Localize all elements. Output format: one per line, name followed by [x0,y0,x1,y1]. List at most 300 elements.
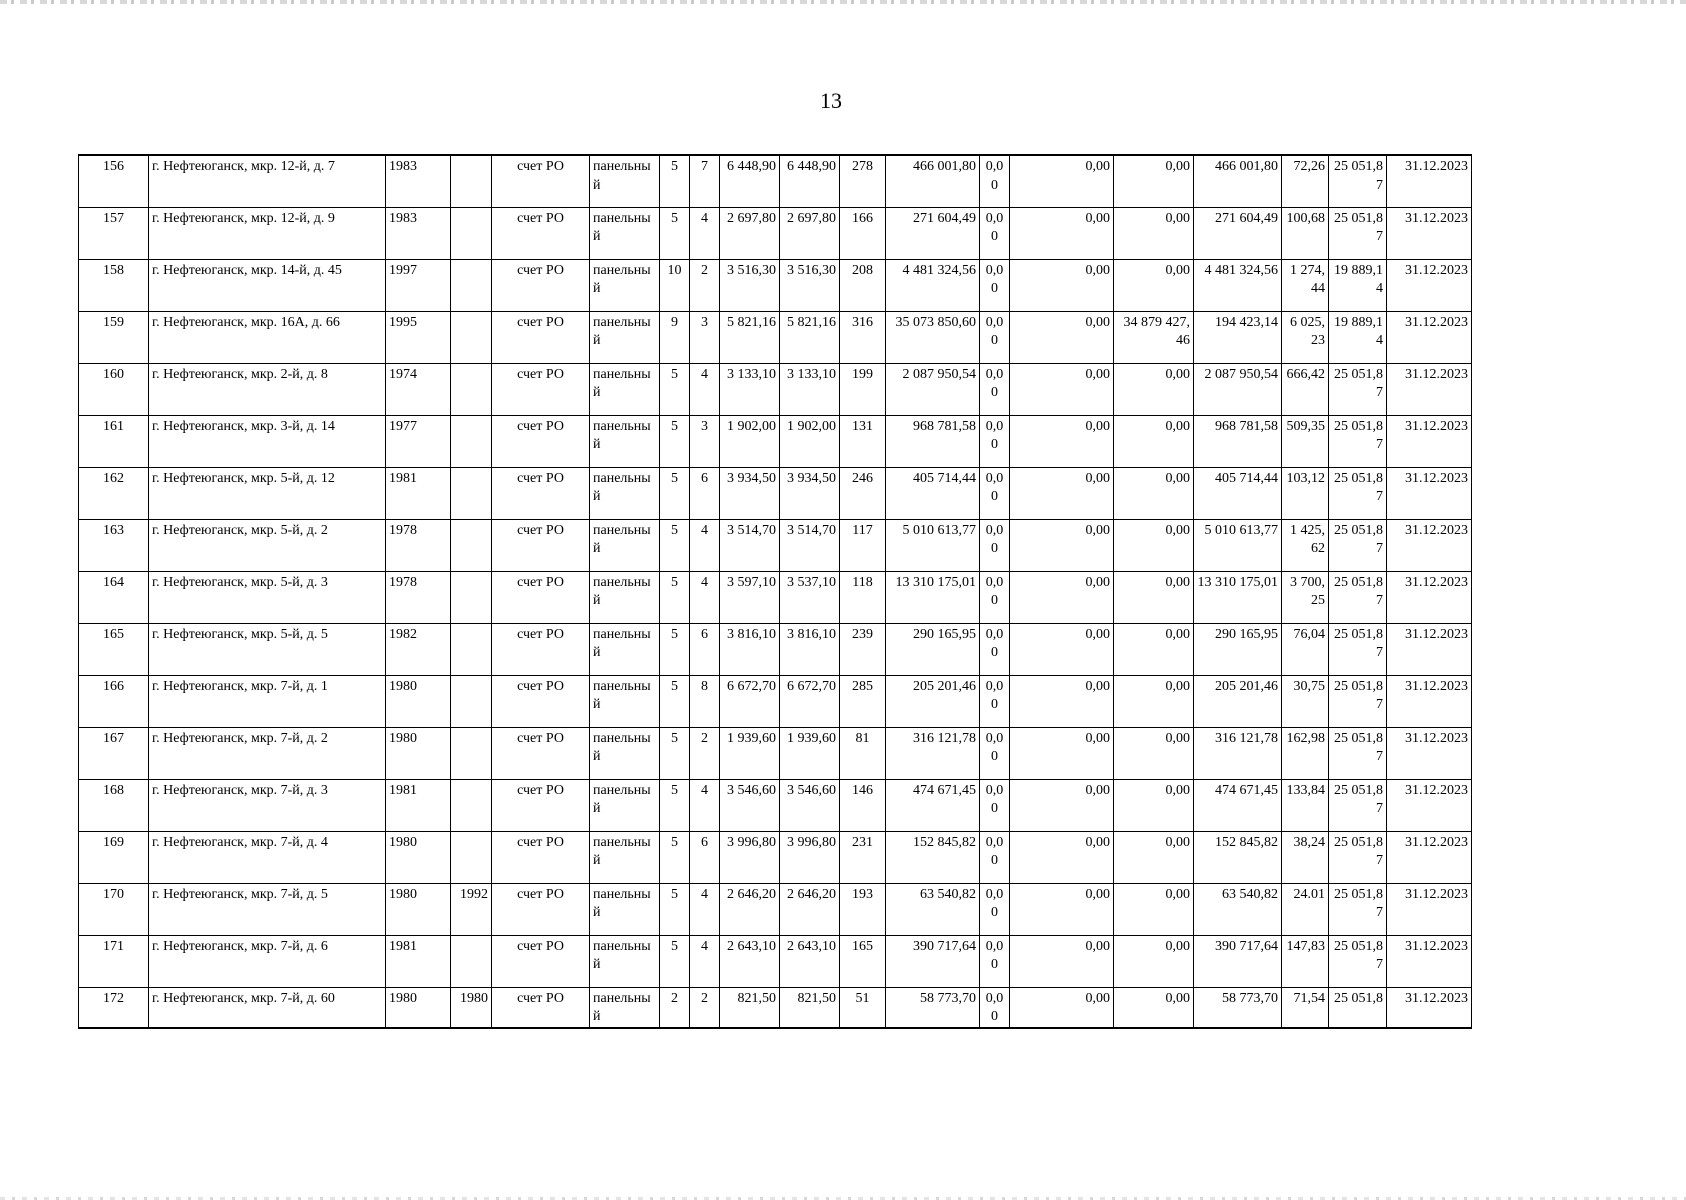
total-area-cell: 5 821,16 [720,311,780,363]
account-type-cell: счет РО [492,675,590,727]
budget-a-cost-cell: 0,00 [1010,727,1114,779]
entrances-cell: 3 [690,415,720,467]
total-area-cell: 3 133,10 [720,363,780,415]
total-cost-cell: 405 714,44 [886,467,980,519]
total-area-cell: 3 514,70 [720,519,780,571]
year-built-cell: 1981 [386,779,451,831]
deadline-cell: 31.12.2023 [1387,935,1472,987]
floors-cell: 5 [660,207,690,259]
budget-b-cost-cell: 0,00 [1114,571,1194,623]
owners-cost-cell: 405 714,44 [1194,467,1282,519]
budget-a-cost-cell: 0,00 [1010,779,1114,831]
limit-cost-cell: 25 051,87 [1329,779,1387,831]
year-built-cell: 1995 [386,311,451,363]
wall-material-cell: панельный [590,259,660,311]
budget-b-cost-cell: 0,00 [1114,363,1194,415]
owners-cost-cell: 474 671,45 [1194,779,1282,831]
wall-material-cell: панельный [590,779,660,831]
address-cell: г. Нефтеюганск, мкр. 5-й, д. 3 [149,571,386,623]
wall-material-cell: панельный [590,883,660,935]
address-cell: г. Нефтеюганск, мкр. 12-й, д. 7 [149,155,386,207]
floors-cell: 5 [660,779,690,831]
living-area-cell: 2 643,10 [780,935,840,987]
living-area-cell: 2 646,20 [780,883,840,935]
account-type-cell: счет РО [492,987,590,1028]
year-renovation-cell [451,207,492,259]
fund-cost-cell: 0,00 [980,779,1010,831]
floors-cell: 5 [660,727,690,779]
address-cell: г. Нефтеюганск, мкр. 5-й, д. 12 [149,467,386,519]
residents-cell: 208 [840,259,886,311]
deadline-cell: 31.12.2023 [1387,987,1472,1028]
fund-cost-cell: 0,00 [980,363,1010,415]
living-area-cell: 3 996,80 [780,831,840,883]
limit-cost-cell: 25 051,8 [1329,987,1387,1028]
account-type-cell: счет РО [492,935,590,987]
fund-cost-cell: 0,00 [980,675,1010,727]
residents-cell: 285 [840,675,886,727]
total-area-cell: 3 546,60 [720,779,780,831]
budget-a-cost-cell: 0,00 [1010,883,1114,935]
entrances-cell: 8 [690,675,720,727]
limit-cost-cell: 25 051,87 [1329,207,1387,259]
wall-material-cell: панельный [590,987,660,1028]
row-number-cell: 160 [79,363,149,415]
row-number-cell: 164 [79,571,149,623]
living-area-cell: 6 448,90 [780,155,840,207]
limit-cost-cell: 25 051,87 [1329,675,1387,727]
wall-material-cell: панельный [590,415,660,467]
floors-cell: 9 [660,311,690,363]
residents-cell: 246 [840,467,886,519]
deadline-cell: 31.12.2023 [1387,155,1472,207]
year-renovation-cell [451,311,492,363]
budget-b-cost-cell: 0,00 [1114,779,1194,831]
address-cell: г. Нефтеюганск, мкр. 7-й, д. 4 [149,831,386,883]
wall-material-cell: панельный [590,571,660,623]
address-cell: г. Нефтеюганск, мкр. 7-й, д. 6 [149,935,386,987]
owners-cost-cell: 2 087 950,54 [1194,363,1282,415]
specific-cost-cell: 666,42 [1282,363,1329,415]
deadline-cell: 31.12.2023 [1387,831,1472,883]
table-row [79,623,1472,675]
total-cost-cell: 271 604,49 [886,207,980,259]
living-area-cell: 3 514,70 [780,519,840,571]
residents-cell: 231 [840,831,886,883]
budget-a-cost-cell: 0,00 [1010,155,1114,207]
floors-cell: 5 [660,623,690,675]
row-number-cell: 158 [79,259,149,311]
table-row [79,883,1472,935]
address-cell: г. Нефтеюганск, мкр. 12-й, д. 9 [149,207,386,259]
deadline-cell: 31.12.2023 [1387,363,1472,415]
budget-a-cost-cell: 0,00 [1010,675,1114,727]
deadline-cell: 31.12.2023 [1387,883,1472,935]
table-row [79,467,1472,519]
floors-cell: 5 [660,675,690,727]
total-area-cell: 6 448,90 [720,155,780,207]
fund-cost-cell: 0,00 [980,987,1010,1028]
budget-b-cost-cell: 0,00 [1114,675,1194,727]
entrances-cell: 2 [690,727,720,779]
table-row [79,259,1472,311]
year-built-cell: 1983 [386,155,451,207]
budget-a-cost-cell: 0,00 [1010,415,1114,467]
row-number-cell: 156 [79,155,149,207]
table-row [79,779,1472,831]
budget-b-cost-cell: 0,00 [1114,415,1194,467]
total-area-cell: 2 643,10 [720,935,780,987]
address-cell: г. Нефтеюганск, мкр. 7-й, д. 60 [149,987,386,1028]
budget-a-cost-cell: 0,00 [1010,259,1114,311]
year-renovation-cell [451,935,492,987]
total-area-cell: 2 646,20 [720,883,780,935]
row-number-cell: 167 [79,727,149,779]
address-cell: г. Нефтеюганск, мкр. 14-й, д. 45 [149,259,386,311]
row-number-cell: 172 [79,987,149,1028]
entrances-cell: 2 [690,259,720,311]
deadline-cell: 31.12.2023 [1387,519,1472,571]
year-renovation-cell [451,623,492,675]
residents-cell: 117 [840,519,886,571]
living-area-cell: 3 934,50 [780,467,840,519]
limit-cost-cell: 25 051,87 [1329,831,1387,883]
total-area-cell: 821,50 [720,987,780,1028]
budget-a-cost-cell: 0,00 [1010,623,1114,675]
row-number-cell: 159 [79,311,149,363]
entrances-cell: 4 [690,571,720,623]
floors-cell: 2 [660,987,690,1028]
year-built-cell: 1981 [386,935,451,987]
year-renovation-cell [451,259,492,311]
living-area-cell: 3 133,10 [780,363,840,415]
year-renovation-cell [451,571,492,623]
budget-a-cost-cell: 0,00 [1010,311,1114,363]
limit-cost-cell: 25 051,87 [1329,935,1387,987]
total-area-cell: 1 902,00 [720,415,780,467]
year-built-cell: 1974 [386,363,451,415]
address-cell: г. Нефтеюганск, мкр. 5-й, д. 2 [149,519,386,571]
deadline-cell: 31.12.2023 [1387,311,1472,363]
specific-cost-cell: 103,12 [1282,467,1329,519]
owners-cost-cell: 271 604,49 [1194,207,1282,259]
fund-cost-cell: 0,00 [980,571,1010,623]
limit-cost-cell: 25 051,87 [1329,883,1387,935]
entrances-cell: 4 [690,207,720,259]
fund-cost-cell: 0,00 [980,467,1010,519]
budget-a-cost-cell: 0,00 [1010,935,1114,987]
total-area-cell: 3 934,50 [720,467,780,519]
limit-cost-cell: 25 051,87 [1329,727,1387,779]
account-type-cell: счет РО [492,467,590,519]
living-area-cell: 3 546,60 [780,779,840,831]
fund-cost-cell: 0,00 [980,207,1010,259]
entrances-cell: 3 [690,311,720,363]
total-area-cell: 3 996,80 [720,831,780,883]
deadline-cell: 31.12.2023 [1387,779,1472,831]
owners-cost-cell: 4 481 324,56 [1194,259,1282,311]
wall-material-cell: панельный [590,675,660,727]
total-cost-cell: 152 845,82 [886,831,980,883]
limit-cost-cell: 25 051,87 [1329,155,1387,207]
row-number-cell: 166 [79,675,149,727]
year-renovation-cell [451,519,492,571]
row-number-cell: 169 [79,831,149,883]
total-cost-cell: 316 121,78 [886,727,980,779]
budget-b-cost-cell: 0,00 [1114,935,1194,987]
entrances-cell: 6 [690,831,720,883]
limit-cost-cell: 25 051,87 [1329,571,1387,623]
floors-cell: 5 [660,519,690,571]
table-row [79,727,1472,779]
budget-b-cost-cell: 0,00 [1114,883,1194,935]
budget-b-cost-cell: 0,00 [1114,207,1194,259]
year-renovation-cell: 1992 [451,883,492,935]
year-built-cell: 1980 [386,987,451,1028]
budget-b-cost-cell: 0,00 [1114,831,1194,883]
year-built-cell: 1980 [386,727,451,779]
specific-cost-cell: 76,04 [1282,623,1329,675]
limit-cost-cell: 25 051,87 [1329,519,1387,571]
owners-cost-cell: 205 201,46 [1194,675,1282,727]
specific-cost-cell: 24.01 [1282,883,1329,935]
address-cell: г. Нефтеюганск, мкр. 3-й, д. 14 [149,415,386,467]
living-area-cell: 1 939,60 [780,727,840,779]
living-area-cell: 5 821,16 [780,311,840,363]
year-renovation-cell [451,727,492,779]
row-number-cell: 157 [79,207,149,259]
year-built-cell: 1982 [386,623,451,675]
owners-cost-cell: 968 781,58 [1194,415,1282,467]
address-cell: г. Нефтеюганск, мкр. 7-й, д. 1 [149,675,386,727]
fund-cost-cell: 0,00 [980,935,1010,987]
living-area-cell: 6 672,70 [780,675,840,727]
year-built-cell: 1978 [386,519,451,571]
year-renovation-cell [451,363,492,415]
entrances-cell: 2 [690,987,720,1028]
year-renovation-cell [451,779,492,831]
residents-cell: 131 [840,415,886,467]
total-cost-cell: 968 781,58 [886,415,980,467]
row-number-cell: 162 [79,467,149,519]
floors-cell: 5 [660,415,690,467]
table-body [79,155,1472,1028]
limit-cost-cell: 19 889,14 [1329,311,1387,363]
budget-b-cost-cell: 0,00 [1114,987,1194,1028]
year-renovation-cell [451,415,492,467]
fund-cost-cell: 0,00 [980,415,1010,467]
total-cost-cell: 390 717,64 [886,935,980,987]
page-number: 13 [820,88,842,113]
fund-cost-cell: 0,00 [980,311,1010,363]
limit-cost-cell: 25 051,87 [1329,415,1387,467]
table-row [79,207,1472,259]
fund-cost-cell: 0,00 [980,155,1010,207]
deadline-cell: 31.12.2023 [1387,415,1472,467]
entrances-cell: 4 [690,935,720,987]
fund-cost-cell: 0,00 [980,623,1010,675]
fund-cost-cell: 0,00 [980,883,1010,935]
address-cell: г. Нефтеюганск, мкр. 16А, д. 66 [149,311,386,363]
owners-cost-cell: 316 121,78 [1194,727,1282,779]
residents-cell: 239 [840,623,886,675]
residents-cell: 193 [840,883,886,935]
budget-b-cost-cell: 0,00 [1114,467,1194,519]
budget-a-cost-cell: 0,00 [1010,519,1114,571]
limit-cost-cell: 19 889,14 [1329,259,1387,311]
specific-cost-cell: 71,54 [1282,987,1329,1028]
budget-b-cost-cell: 34 879 427,46 [1114,311,1194,363]
year-built-cell: 1980 [386,883,451,935]
deadline-cell: 31.12.2023 [1387,571,1472,623]
wall-material-cell: панельный [590,363,660,415]
floors-cell: 5 [660,831,690,883]
total-cost-cell: 63 540,82 [886,883,980,935]
account-type-cell: счет РО [492,623,590,675]
floors-cell: 5 [660,935,690,987]
year-renovation-cell [451,467,492,519]
wall-material-cell: панельный [590,727,660,779]
deadline-cell: 31.12.2023 [1387,259,1472,311]
year-renovation-cell [451,831,492,883]
total-cost-cell: 2 087 950,54 [886,363,980,415]
budget-a-cost-cell: 0,00 [1010,831,1114,883]
budget-a-cost-cell: 0,00 [1010,987,1114,1028]
entrances-cell: 4 [690,363,720,415]
budget-a-cost-cell: 0,00 [1010,467,1114,519]
address-cell: г. Нефтеюганск, мкр. 7-й, д. 2 [149,727,386,779]
specific-cost-cell: 147,83 [1282,935,1329,987]
row-number-cell: 168 [79,779,149,831]
residents-cell: 278 [840,155,886,207]
address-cell: г. Нефтеюганск, мкр. 7-й, д. 5 [149,883,386,935]
fund-cost-cell: 0,00 [980,727,1010,779]
account-type-cell: счет РО [492,779,590,831]
wall-material-cell: панельный [590,311,660,363]
total-cost-cell: 466 001,80 [886,155,980,207]
account-type-cell: счет РО [492,883,590,935]
deadline-cell: 31.12.2023 [1387,727,1472,779]
total-cost-cell: 58 773,70 [886,987,980,1028]
wall-material-cell: панельный [590,831,660,883]
residents-cell: 51 [840,987,886,1028]
table-row [79,155,1472,207]
total-cost-cell: 205 201,46 [886,675,980,727]
account-type-cell: счет РО [492,831,590,883]
row-number-cell: 163 [79,519,149,571]
owners-cost-cell: 152 845,82 [1194,831,1282,883]
budget-a-cost-cell: 0,00 [1010,207,1114,259]
floors-cell: 5 [660,363,690,415]
entrances-cell: 6 [690,623,720,675]
year-renovation-cell [451,675,492,727]
account-type-cell: счет РО [492,311,590,363]
total-cost-cell: 5 010 613,77 [886,519,980,571]
living-area-cell: 3 516,30 [780,259,840,311]
address-cell: г. Нефтеюганск, мкр. 7-й, д. 3 [149,779,386,831]
account-type-cell: счет РО [492,207,590,259]
wall-material-cell: панельный [590,155,660,207]
specific-cost-cell: 38,24 [1282,831,1329,883]
budget-b-cost-cell: 0,00 [1114,727,1194,779]
living-area-cell: 3 816,10 [780,623,840,675]
floors-cell: 5 [660,883,690,935]
specific-cost-cell: 1 425,62 [1282,519,1329,571]
registry-table [78,154,1472,1029]
residents-cell: 165 [840,935,886,987]
table-row [79,519,1472,571]
total-area-cell: 2 697,80 [720,207,780,259]
account-type-cell: счет РО [492,415,590,467]
row-number-cell: 170 [79,883,149,935]
limit-cost-cell: 25 051,87 [1329,363,1387,415]
specific-cost-cell: 162,98 [1282,727,1329,779]
specific-cost-cell: 30,75 [1282,675,1329,727]
entrances-cell: 4 [690,779,720,831]
floors-cell: 10 [660,259,690,311]
residents-cell: 166 [840,207,886,259]
owners-cost-cell: 63 540,82 [1194,883,1282,935]
budget-b-cost-cell: 0,00 [1114,155,1194,207]
residents-cell: 118 [840,571,886,623]
fund-cost-cell: 0,00 [980,259,1010,311]
address-cell: г. Нефтеюганск, мкр. 2-й, д. 8 [149,363,386,415]
year-built-cell: 1978 [386,571,451,623]
floors-cell: 5 [660,155,690,207]
residents-cell: 316 [840,311,886,363]
account-type-cell: счет РО [492,727,590,779]
living-area-cell: 1 902,00 [780,415,840,467]
deadline-cell: 31.12.2023 [1387,207,1472,259]
residents-cell: 146 [840,779,886,831]
budget-b-cost-cell: 0,00 [1114,519,1194,571]
year-renovation-cell: 1980 [451,987,492,1028]
owners-cost-cell: 466 001,80 [1194,155,1282,207]
deadline-cell: 31.12.2023 [1387,675,1472,727]
residents-cell: 199 [840,363,886,415]
account-type-cell: счет РО [492,363,590,415]
table-row [79,935,1472,987]
entrances-cell: 6 [690,467,720,519]
specific-cost-cell: 100,68 [1282,207,1329,259]
wall-material-cell: панельный [590,467,660,519]
budget-a-cost-cell: 0,00 [1010,571,1114,623]
living-area-cell: 821,50 [780,987,840,1028]
account-type-cell: счет РО [492,155,590,207]
row-number-cell: 171 [79,935,149,987]
limit-cost-cell: 25 051,87 [1329,623,1387,675]
total-area-cell: 1 939,60 [720,727,780,779]
row-number-cell: 165 [79,623,149,675]
deadline-cell: 31.12.2023 [1387,467,1472,519]
budget-b-cost-cell: 0,00 [1114,259,1194,311]
table-row [79,675,1472,727]
year-renovation-cell [451,155,492,207]
wall-material-cell: панельный [590,519,660,571]
total-cost-cell: 13 310 175,01 [886,571,980,623]
total-cost-cell: 4 481 324,56 [886,259,980,311]
deadline-cell: 31.12.2023 [1387,623,1472,675]
specific-cost-cell: 1 274,44 [1282,259,1329,311]
entrances-cell: 4 [690,883,720,935]
wall-material-cell: панельный [590,623,660,675]
table-row [79,363,1472,415]
year-built-cell: 1980 [386,831,451,883]
year-built-cell: 1997 [386,259,451,311]
floors-cell: 5 [660,571,690,623]
entrances-cell: 7 [690,155,720,207]
residents-cell: 81 [840,727,886,779]
